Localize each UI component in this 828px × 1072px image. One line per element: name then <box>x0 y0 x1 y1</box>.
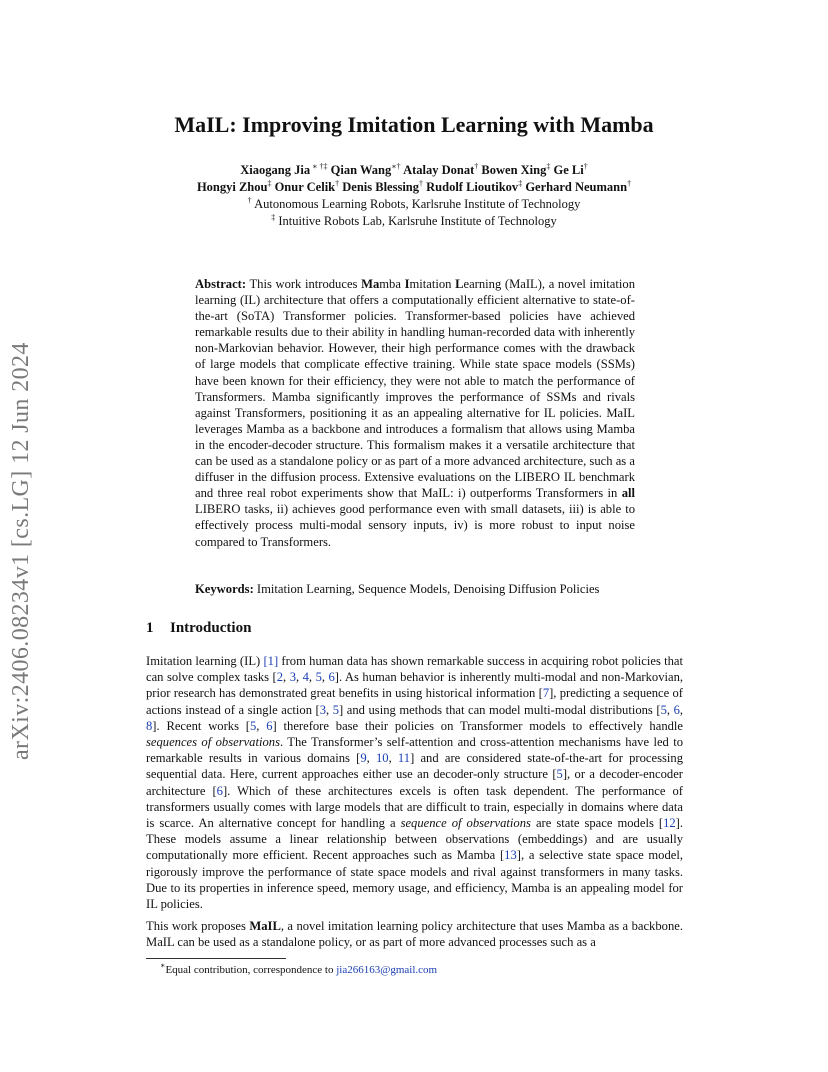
author-name: Gerhard Neumann <box>525 180 628 194</box>
text-run: . The Transformer’s self-attention and cross-attention mechanisms have led to remarkable results in various domains [ <box>146 735 684 766</box>
paragraph <box>146 918 683 950</box>
affiliation-1 <box>0 196 828 213</box>
introduction-body <box>146 653 683 957</box>
section-heading-introduction <box>146 620 251 637</box>
author-affiliation-mark: ∗† <box>391 162 401 171</box>
text-run: , <box>256 718 267 733</box>
author-affiliation-mark: ‡ <box>518 179 523 188</box>
text-run: are state space models [ <box>530 816 664 831</box>
citation-link[interactable]: 5 <box>556 767 563 782</box>
abstract-bold: I <box>404 277 410 291</box>
section-number: 1 <box>146 620 154 636</box>
text-run: , <box>666 702 674 717</box>
email-link[interactable]: jia266163@gmail.com <box>336 964 438 976</box>
citation-link[interactable]: 6 <box>266 718 273 733</box>
citation-link[interactable]: 13 <box>504 848 517 863</box>
citation-link[interactable]: 5 <box>332 702 340 717</box>
text-run: ] and are considered state-of-the-art for processing sequential data. Here, current approaches either use an decoder-only structure [ <box>146 751 683 782</box>
text-run: , <box>283 670 290 685</box>
affiliation-2 <box>0 213 828 230</box>
affiliation-2-text: Intuitive Robots Lab, Karlsruhe Institute of Technology <box>278 214 557 228</box>
author-affiliation-mark: ‡ <box>267 179 272 188</box>
citation-link[interactable]: [1] <box>263 654 279 668</box>
citation-link[interactable]: 3 <box>289 670 296 685</box>
text-run: , a novel imitation learning policy architecture that uses Mamba as a backbone. MaIL can be used as a standalone policy, or as part of more advanced processes such as a <box>146 919 683 950</box>
text-run: , <box>679 702 684 717</box>
citation-link[interactable]: 4 <box>302 670 309 685</box>
citation-link[interactable]: 5 <box>249 718 257 733</box>
citation-link[interactable]: 5 <box>660 702 667 717</box>
keywords-text: Imitation Learning, Sequence Models, Denoising Diffusion Policies <box>253 582 600 596</box>
author-affiliation-mark: † <box>583 162 588 171</box>
text-run: ] and using methods that can model multi-modal distributions [ <box>339 702 661 717</box>
author-name: Hongyi Zhou <box>196 180 268 194</box>
arxiv-identifier-stamp: arXiv:2406.08234v1 [cs.LG] 12 Jun 2024 <box>8 342 34 760</box>
abstract-text: mitation <box>409 277 456 291</box>
author-name: Rudolf Lioutikov <box>426 180 519 194</box>
abstract-text: earning (MaIL), a novel imitation learning (IL) architecture that offers a computationally efficient alternative to state-of-the-art (SoTA) Transformer policies. Transformer-based policies have achieved remarkable results due to their ability in handling human-recorded data with inherently non-Markovian behavior. However, their high performance comes with the drawback of large models that complicate effective training. While state space models (SSMs) have been known for their efficiency, they were not able to match the performance of Transformers. Mamba significantly improves the performance of SSMs and rivals against Transformers, positioning it as an appealing alternative for IL policies. MaIL leverages Mamba as a backbone and introduces a formalism that allows using Mamba in the encoder-decoder structure. This formalism makes it a versatile architecture that can be used as a standalone policy or as part of a more advanced architecture, such as a diffuser in the diffusion process. Extensive evaluations on the LIBERO IL benchmark and three real robot experiments show that MaIL: i) outperforms Transformers in <box>195 277 635 501</box>
text-run: , <box>308 670 316 685</box>
paper-title: MaIL: Improving Imitation Learning with Mamba <box>174 112 654 137</box>
abstract-text: mba <box>379 277 405 291</box>
citation-link[interactable]: 3 <box>319 702 327 717</box>
author-name: Onur Celik <box>274 180 336 194</box>
author-line-2 <box>0 179 828 196</box>
text-run: ]. These models assume a linear relationship between observations (embeddings) and are usually computationally more efficient. Recent approaches such as Mamba [ <box>146 816 683 863</box>
text-run: ]. As human behavior is inherently multi-modal and non-Markovian, prior research has demonstrated great benefits in using historical information [ <box>146 670 684 701</box>
author-affiliation-mark: ‡ <box>546 162 551 171</box>
bold-term: MaIL <box>249 919 281 934</box>
author-name: Atalay Donat <box>403 163 475 177</box>
author-block <box>0 162 828 230</box>
text-run: Imitation learning (IL) <box>146 654 264 668</box>
author-name: Bowen Xing <box>481 163 547 177</box>
abstract-label: Abstract: <box>195 277 247 291</box>
text-run: , <box>326 702 333 717</box>
citation-link[interactable]: 10 <box>375 751 389 766</box>
author-affiliation-mark: † <box>627 179 632 188</box>
citation-link[interactable]: 6 <box>216 783 223 798</box>
text-run: , <box>388 751 398 766</box>
keywords <box>195 581 635 597</box>
emphasis: sequence of observations <box>400 816 531 831</box>
citation-link[interactable]: 12 <box>663 816 676 831</box>
footnote-mark: ∗ <box>160 961 166 970</box>
author-affiliation-mark: † <box>335 179 340 188</box>
author-affiliation-mark: † <box>474 162 479 171</box>
author-name: Qian Wang <box>330 163 392 177</box>
author-name: Xiaogang Jia <box>240 163 311 177</box>
text-run: ], a selective state space model, rigorously improve the performance of state space models and rival against transformers in many tasks. Due to its properties in inference speed, memory usage, and efficiency, Mamba is an appealing model for IL policies. <box>146 848 684 912</box>
citation-link[interactable]: 11 <box>397 751 411 766</box>
abstract-bold: all <box>621 486 635 501</box>
affiliation-2-mark: ‡ <box>271 213 276 222</box>
citation-link[interactable]: 6 <box>328 670 335 685</box>
abstract <box>195 276 635 550</box>
emphasis: sequences of observations <box>146 735 280 750</box>
citation-link[interactable]: 8 <box>146 718 153 733</box>
affiliation-1-text: Autonomous Learning Robots, Karlsruhe Institute of Technology <box>254 197 581 211</box>
text-run: ]. Which of these architectures excels is often task dependent. The performance of transformers usually comes with large models that are difficult to train, especially in domains where data is scarce. An alternative concept for handling a <box>146 783 683 831</box>
text-run: ], or a decoder-encoder architecture [ <box>146 767 683 798</box>
citation-link[interactable]: 2 <box>276 670 284 685</box>
affiliation-1-mark: † <box>247 196 252 205</box>
text-run: ] therefore base their policies on Transformer models to effectively handle <box>272 718 684 733</box>
author-line-1 <box>0 162 828 179</box>
author-name: Ge Li <box>553 163 584 177</box>
footnote-text: Equal contribution, correspondence to <box>165 964 337 976</box>
author-affiliation-mark: ∗ †‡ <box>310 162 328 171</box>
abstract-bold: L <box>455 277 464 291</box>
citation-link[interactable]: 7 <box>542 686 550 701</box>
text-run: This work proposes <box>146 919 250 934</box>
text-run: , <box>295 670 303 685</box>
text-run: , <box>321 670 329 685</box>
keywords-label: Keywords: <box>195 582 254 596</box>
footnote-rule <box>146 958 286 959</box>
text-run: ], predicting a sequence of actions instead of a single action [ <box>146 686 683 717</box>
section-title: Introduction <box>170 620 252 636</box>
footnote <box>160 963 437 977</box>
author-affiliation-mark: † <box>419 179 424 188</box>
abstract-bold: Ma <box>361 277 380 291</box>
citation-link[interactable]: 5 <box>315 670 322 685</box>
author-name: Denis Blessing <box>342 180 420 194</box>
abstract-text: This work introduces <box>246 277 362 291</box>
citation-link[interactable]: 6 <box>673 702 680 717</box>
paragraph <box>146 653 683 912</box>
text-run: ]. Recent works [ <box>152 718 250 733</box>
abstract-text: LIBERO tasks, ii) achieves good performance even with small datasets, iii) is able to effectively process multi-modal sensory inputs, iv) is more robust to input noise compared to Transformers. <box>195 502 635 549</box>
text-run: , <box>366 751 376 766</box>
text-run: from human data has shown remarkable success in acquiring robot policies that can solve complex tasks [ <box>146 654 683 685</box>
citation-link[interactable]: 9 <box>360 751 367 766</box>
